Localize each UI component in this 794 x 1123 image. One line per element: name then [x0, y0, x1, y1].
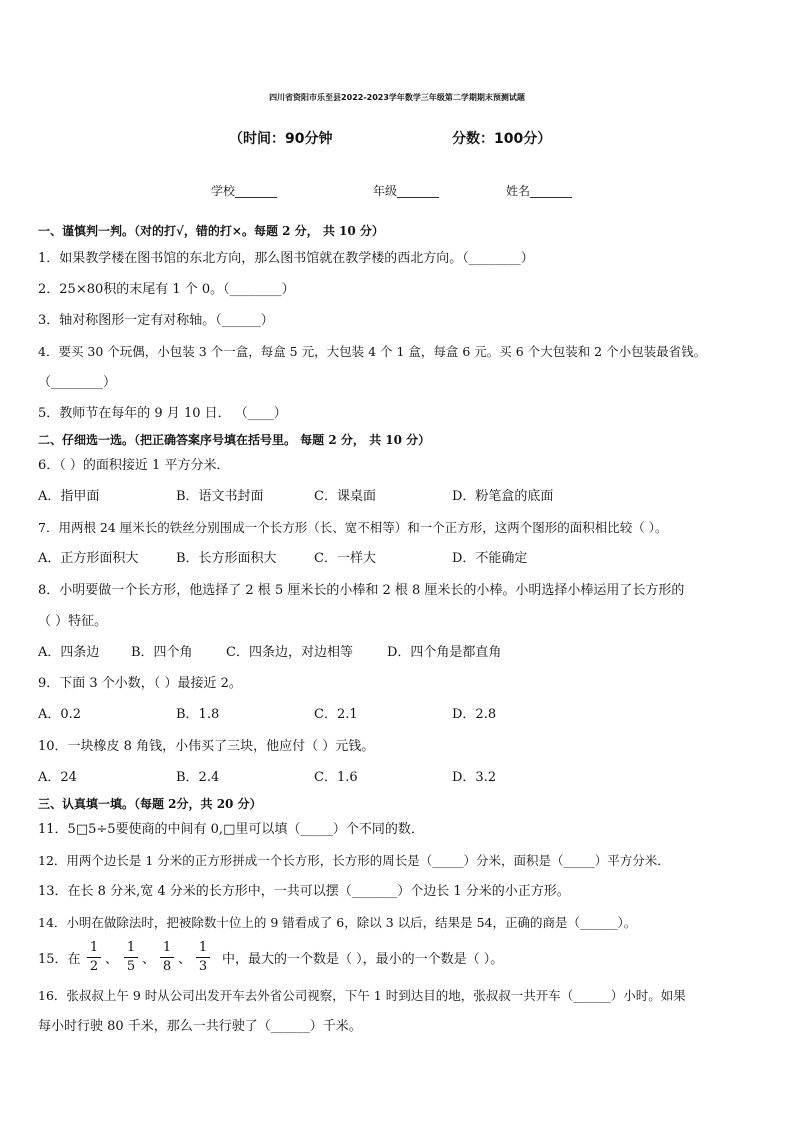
option-7b: B．长方形面积大 [176, 551, 277, 566]
question-9: 9．下面 3 个小数，（ ）最接近 2。 [38, 676, 242, 691]
option-7a: A．正方形面积大 [38, 551, 139, 566]
fraction-1 [87, 941, 101, 974]
fraction-numerator: 1 [89, 940, 99, 955]
fraction-denominator: 3 [198, 959, 208, 974]
fraction-denominator: 5 [126, 959, 136, 974]
name-field: 姓名_______ [506, 184, 573, 198]
option-10c: C．1.6 [314, 770, 358, 785]
page-title: 四川省资阳市乐至县2022-2023学年数学三年级第二学期期末预测试题 [269, 93, 525, 102]
section-3-heading: 三、认真填一填。（每题 2分，共 20 分） [38, 797, 262, 811]
fraction-numerator: 1 [198, 940, 208, 955]
fraction-denominator: 8 [162, 959, 172, 974]
question-16: 16．张叔叔上午 9 时从公司出发开车去外省公司视察，下午 1 时到达目的地，张叔叔一共开车（______）小时。如果 [38, 988, 686, 1003]
option-6c: C．课桌面 [314, 489, 376, 504]
question-4-blank: （________） [38, 375, 117, 390]
option-8d: D．四个角是都直角 [387, 645, 502, 660]
question-10: 10．一块橡皮 8 角钱，小伟买了三块，他应付（ ）元钱。 [38, 739, 375, 754]
question-5: 5．教师节在每年的 9 月 10 日． （____） [38, 406, 287, 421]
fraction-4 [196, 941, 210, 974]
option-7c: C．一样大 [314, 551, 376, 566]
fraction-2 [124, 941, 138, 974]
option-7d: D．不能确定 [452, 551, 528, 566]
exam-time: （时间：90分钟 [229, 131, 333, 147]
question-1: 1．如果教学楼在图书馆的东北方向，那么图书馆就在教学楼的西北方向。（________） [38, 251, 534, 266]
grade-field: 年级_______ [373, 184, 440, 198]
fraction-numerator: 1 [162, 940, 172, 955]
question-7: 7．用两根 24 厘米长的铁丝分别围成一个长方形（长、宽不相等）和一个正方形，这两个图形的面积相比较（ ）。 [38, 520, 668, 535]
question-13: 13．在长 8 分米,宽 4 分米的长方形中，一共可以摆（_______）个边长 1 分米的小正方形。 [38, 884, 570, 899]
question-16-cont: 每小时行驶 80 千米，那么一共行驶了（______）千米。 [38, 1019, 362, 1034]
option-8b: B．四个角 [131, 645, 193, 660]
question-8: 8．小明要做一个长方形，他选择了 2 根 5 厘米长的小棒和 2 根 8 厘米长的小棒。小明选择小棒运用了长方形的 [38, 583, 685, 598]
option-10d: D．3.2 [452, 770, 497, 785]
question-2: 2．25×80积的末尾有 1 个 0。（________） [38, 282, 295, 297]
question-11: 11．5□5÷5要使商的中间有 0,□里可以填（_____）个不同的数． [38, 822, 424, 837]
option-8c: C．四条边，对边相等 [226, 645, 353, 660]
question-4: 4．要买 30 个玩偶，小包装 3 个一盒，每盒 5 元，大包装 4 个 1 盒，每盒 6 元。买 6 个大包装和 2 个小包装最省钱。 [38, 344, 707, 359]
option-6b: B．语文书封面 [176, 489, 264, 504]
question-14: 14．小明在做除法时，把被除数十位上的 9 错看成了 6，除以 3 以后，结果是 54，正确的商是（______）。 [38, 915, 637, 930]
question-8-cont: （ ）特征。 [38, 614, 108, 629]
school-field: 学校_______ [211, 184, 278, 198]
separator: 、 [142, 952, 156, 967]
option-10b: B．2.4 [176, 770, 220, 785]
section-1-heading: 一、谨慎判一判。（对的打√，错的打×。每题 2 分， 共 10 分） [38, 224, 384, 238]
question-15-suffix: 中，最大的一个数是（ ），最小的一个数是（ ）。 [222, 952, 504, 967]
question-12: 12．用两个边长是 1 分米的正方形拼成一个长方形，长方形的周长是（_____）分米，面积是（_____）平方分米． [38, 853, 670, 868]
option-9c: C．2.1 [314, 707, 358, 722]
option-8a: A．四条边 [38, 645, 100, 660]
exam-score: 分数：100分） [452, 131, 552, 147]
option-10a: A．24 [38, 770, 77, 785]
option-9d: D．2.8 [452, 707, 497, 722]
separator: 、 [178, 952, 192, 967]
separator: 、 [105, 952, 119, 967]
question-15-prefix: 15．在 [38, 952, 81, 967]
option-9b: B．1.8 [176, 707, 220, 722]
fraction-numerator: 1 [126, 940, 136, 955]
option-9a: A．0.2 [38, 707, 82, 722]
question-6: 6．（ ）的面积接近 1 平方分米． [38, 458, 230, 473]
option-6d: D．粉笔盒的底面 [452, 489, 554, 504]
section-2-heading: 二、仔细选一选。（把正确答案序号填在括号里。 每题 2 分， 共 10 分） [38, 433, 431, 447]
option-6a: A．指甲面 [38, 489, 100, 504]
question-3: 3．轴对称图形一定有对称轴。（______） [38, 313, 274, 328]
fraction-denominator: 2 [89, 959, 99, 974]
fraction-3 [160, 941, 174, 974]
